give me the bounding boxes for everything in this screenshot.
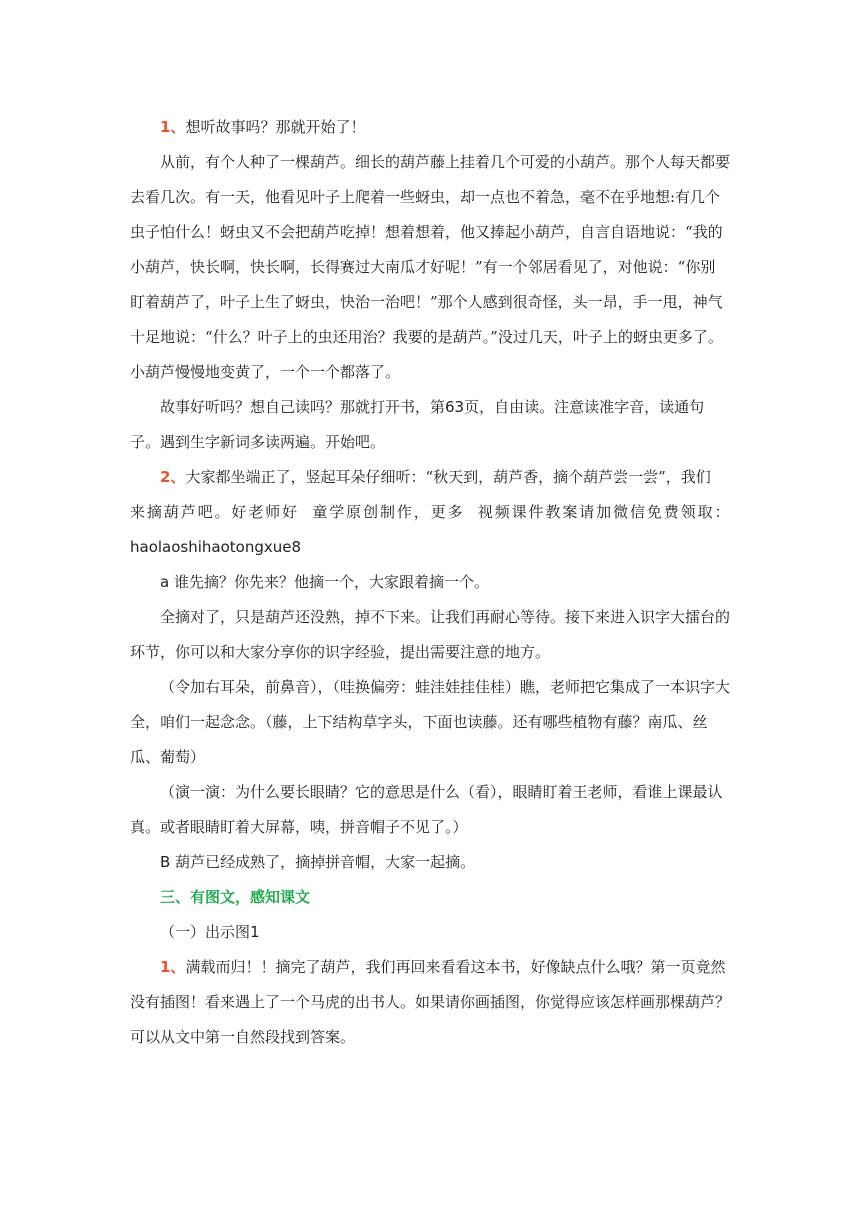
paragraph-story: 从前，有个人种了一棵葫芦。细长的葫芦藤上挂着几个可爱的小葫芦。那个人每天都要去看几次。有一天，他看见叶子上爬着一些蚜虫，却一点也不着急，毫不在乎地想:有几个虫子怕什么！蚜虫又不会把葫芦吃掉！想着想着，他又捧起小葫芦，自言自语地说：“我的小葫芦，快长啊，快长啊，长得赛过大南瓜才好呢！”有一个邻居看见了，对他说：“你别盯着葫芦了，叶子上生了蚜虫，快治一治吧！”那个人感到很奇怪，头一昂，手一甩，神气十足地说：“什么？叶子上的虫还用治？我要的是葫芦。”没过几天，叶子上的蚜虫更多了。小葫芦慢慢地变黄了，一个一个都落了。: [130, 153, 731, 381]
paragraph-read: [130, 390, 730, 460]
paragraph-q1: [130, 110, 730, 145]
section-heading: 三、有图文，感知课文: [160, 888, 311, 906]
paragraph-text: 页，自由读。注意读准字音，读通句子。遇到生字新词多读两遍。开始吧。: [130, 398, 705, 451]
paragraph-q2-line1: [130, 460, 730, 495]
paragraph-show-figure: [130, 915, 730, 950]
paragraph-paren1: （令加右耳朵，前鼻音），（哇换偏旁：蛙洼娃挂佳桂）瞧，老师把它集成了一本识字大全，咱们一起念念。（藤，上下结构草字头，下面也读藤。还有哪些植物有藤？南瓜、丝瓜、葡萄）: [130, 678, 731, 766]
paragraph-a: [130, 565, 730, 600]
item-number: 1、: [160, 958, 186, 976]
paragraph-text: 大家都坐端正了，竖起耳朵仔细听：“秋天到，葫芦香，摘个葫芦尝一尝”，我们: [185, 468, 711, 486]
step-letter: B: [160, 853, 171, 871]
paragraph-text: 故事好听吗？想自己读吗？那就打开书，第: [160, 398, 446, 416]
paragraph-text: （一）出示图: [160, 923, 251, 941]
paragraph-paren2: （演一演：为什么要长眼睛？它的意思是什么（看），眼睛盯着王老师，看谁上课最认真。或者眼睛盯着大屏幕，咦，拼音帽子不见了。）: [130, 783, 723, 836]
paragraph-q2-line2: 来摘葫芦吧。好老师好 童学原创制作，更多 视频课件教案请加微信免费领取：: [130, 503, 730, 521]
paragraph-text: 葫芦已经成熟了，摘掉拼音帽，大家一起摘。: [175, 853, 476, 871]
paragraph-q1b: [130, 950, 730, 1055]
figure-number: 1: [250, 923, 260, 941]
paragraph-all-picked: 全摘对了，只是葫芦还没熟，掉不下来。让我们再耐心等待。接下来进入识字大擂台的环节，你可以和大家分享你的识字经验，提出需要注意的地方。: [130, 608, 731, 661]
paragraph-text: 满载而归！！摘完了葫芦，我们再回来看看这本书，好像缺点什么哦？第一页竟然没有插图！看来遇上了一个马虎的出书人。如果请你画插图，你觉得应该怎样画那棵葫芦？可以从文中第一自然段找到答案。: [130, 958, 731, 1046]
document-body: [130, 110, 730, 1055]
item-number: 2、: [160, 468, 186, 486]
page-number: 63: [445, 398, 465, 416]
item-number: 1、: [160, 118, 186, 136]
paragraph-text: 谁先摘？你先来？他摘一个，大家跟着摘一个。: [173, 573, 489, 591]
paragraph-text: 想听故事吗？那就开始了！: [185, 118, 366, 136]
wechat-id: haolaoshihaotongxue8: [130, 538, 302, 556]
step-letter: a: [160, 573, 170, 591]
paragraph-b: [130, 845, 730, 880]
